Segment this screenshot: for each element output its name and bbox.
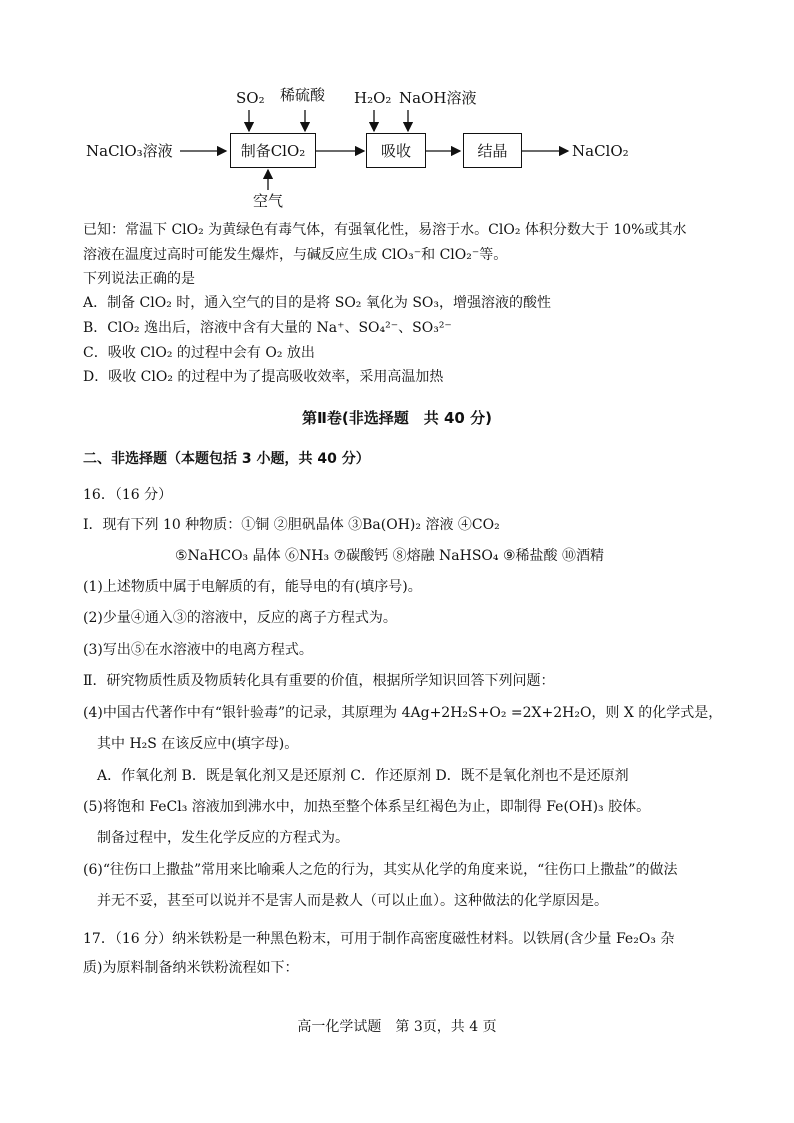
q16-header: 16．（16 分） [83,487,173,503]
process-flowchart [0,0,794,215]
q16-part2: (2)少量④通入③的溶液中，反应的离子方程式为。 [83,610,397,626]
q15-option-b: B．ClO₂ 逸出后，溶液中含有大量的 Na⁺、SO₄²⁻、SO₃²⁻ [83,320,452,336]
q16-part1: (1)上述物质中属于电解质的有，能导电的有(填序号)。 [83,579,422,595]
flow-output-label: NaClO₂ [572,142,629,160]
q15-option-c: C．吸收 ClO₂ 的过程中会有 O₂ 放出 [83,345,315,361]
page-footer: 高一化学试题 第 3页，共 4 页 [297,1019,497,1035]
flow-step3-box: 结晶 [463,133,522,168]
q17-line1: 17．（16 分）纳米铁粉是一种黑色粉末，可用于制作高密度磁性材料。以铁屑(含少量 Fe₂O₃ 杂 [83,931,675,947]
part2-title: 第Ⅱ卷(非选择题 共 40 分) [302,409,492,427]
q15-known-line2: 溶液在温度过高时可能发生爆炸，与碱反应生成 ClO₃⁻和 ClO₂⁻等。 [83,247,508,263]
flow-input-label: NaClO₃溶液 [86,142,173,160]
q16-substances-line1: Ⅰ．现有下列 10 种物质：①铜 ②胆矾晶体 ③Ba(OH)₂ 溶液 ④CO₂ [83,517,500,533]
q15-option-d: D．吸收 ClO₂ 的过程中为了提高吸收效率，采用高温加热 [83,369,444,385]
q16-part5-line2: 制备过程中，发生化学反应的方程式为。 [97,830,349,846]
flow-step2-box: 吸收 [366,133,426,168]
q16-part4-options: A．作氧化剂 B．既是氧化剂又是还原剂 C．作还原剂 D．既不是氧化剂也不是还原剂 [97,768,629,784]
q16-part4-line2: 其中 H₂S 在该反应中(填字母)。 [97,736,299,752]
q16-part6-line1: (6)“往伤口上撒盐”常用来比喻乘人之危的行为，其实从化学的角度来说，“往伤口上撒盐”的做法 [83,862,678,878]
flow-step1-box: 制备ClO₂ [230,133,316,168]
section2-heading: 二、非选择题（本题包括 3 小题，共 40 分） [83,451,370,467]
flowchart-arrows [0,0,794,215]
q16-substances-line2: ⑤NaHCO₃ 晶体 ⑥NH₃ ⑦碳酸钙 ⑧熔融 NaHSO₄ ⑨稀盐酸 ⑩酒精 [175,548,604,564]
q16-part4-line1: (4)中国古代著作中有“银针验毒”的记录，其原理为 4Ag+2H₂S+O₂ =2X+2H₂O，则 X 的化学式是， [83,705,723,721]
flow-naoh-label: NaOH溶液 [399,89,477,107]
q16-part6-line2: 并无不妥，甚至可以说并不是害人而是救人（可以止血）。这种做法的化学原因是。 [97,893,608,909]
q15-option-a: A．制备 ClO₂ 时，通入空气的目的是将 SO₂ 氧化为 SO₃，增强溶液的酸性 [83,295,552,311]
q15-known-line1: 已知：常温下 ClO₂ 为黄绿色有毒气体，有强氧化性，易溶于水。ClO₂ 体积分数大于 10%或其水 [83,222,687,238]
q16-part5-line1: (5)将饱和 FeCl₃ 溶液加到沸水中，加热至整个体系呈红褐色为止，即制得 Fe(OH)₃ 胶体。 [83,799,651,815]
q16-part3: (3)写出⑤在水溶液中的电离方程式。 [83,642,313,658]
flow-acid-label: 稀硫酸 [280,86,326,104]
flow-so2-label: SO₂ [236,89,265,107]
q16-section-ii: Ⅱ．研究物质性质及物质转化具有重要的价值，根据所学知识回答下列问题： [83,673,555,689]
q15-stem: 下列说法正确的是 [83,271,195,287]
flow-h2o2-label: H₂O₂ [354,89,392,107]
q17-line2: 质)为原料制备纳米铁粉流程如下： [83,960,299,976]
flow-air-label: 空气 [253,192,284,210]
